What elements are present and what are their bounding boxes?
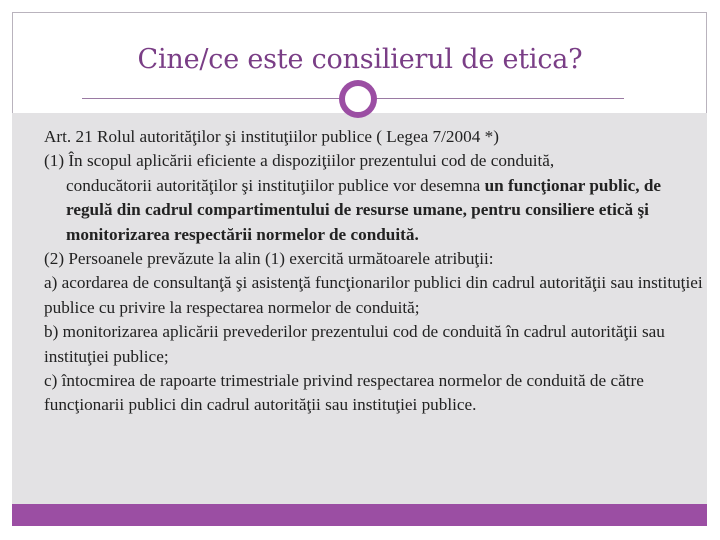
- article-heading: Art. 21 Rolul autorităţilor şi instituţiilor publice ( Legea 7/2004 *): [44, 127, 499, 146]
- paragraph-1-text: conducătorii autorităţilor şi instituţiilor publice vor desemna: [66, 175, 485, 195]
- paragraph-2: (2) Persoanele prevăzute la alin (1) exercită următoarele atribuţii:: [44, 249, 494, 269]
- circle-ornament-icon: [339, 80, 377, 118]
- item-a: a) acordarea de consultanţă şi asistenţă funcţionarilor publici din cadrul autorităţii sau instituţiei publice cu privire la respectarea normelor de conduită;: [44, 273, 703, 317]
- slide-title: Cine/ce este consilierul de etica?: [137, 44, 583, 75]
- paragraph-1-bold-text: un funcţionar public, de regulă din cadrul compartimentului de resurse umane, pentru consiliere etică şi monitorizarea respectării normelor de conduită.: [66, 175, 662, 244]
- circle-ornament-center: [345, 86, 371, 112]
- item-b: b) monitorizarea aplicării prevederilor prezentului cod de conduită în cadrul autorităţii sau instituţiei publice;: [44, 322, 665, 366]
- paragraph-1-continuation: [44, 174, 704, 247]
- paragraph-1-first-line: (1) În scopul aplicării eficiente a dispoziţiilor prezentului cod de conduită,: [44, 151, 555, 171]
- slide-body: [44, 125, 704, 418]
- item-c: c) întocmirea de rapoarte trimestriale privind respectarea normelor de conduită de către funcţionarii publici din cadrul autorităţii sau instituţiei publice.: [44, 371, 644, 415]
- bottom-accent-bar: [12, 504, 707, 526]
